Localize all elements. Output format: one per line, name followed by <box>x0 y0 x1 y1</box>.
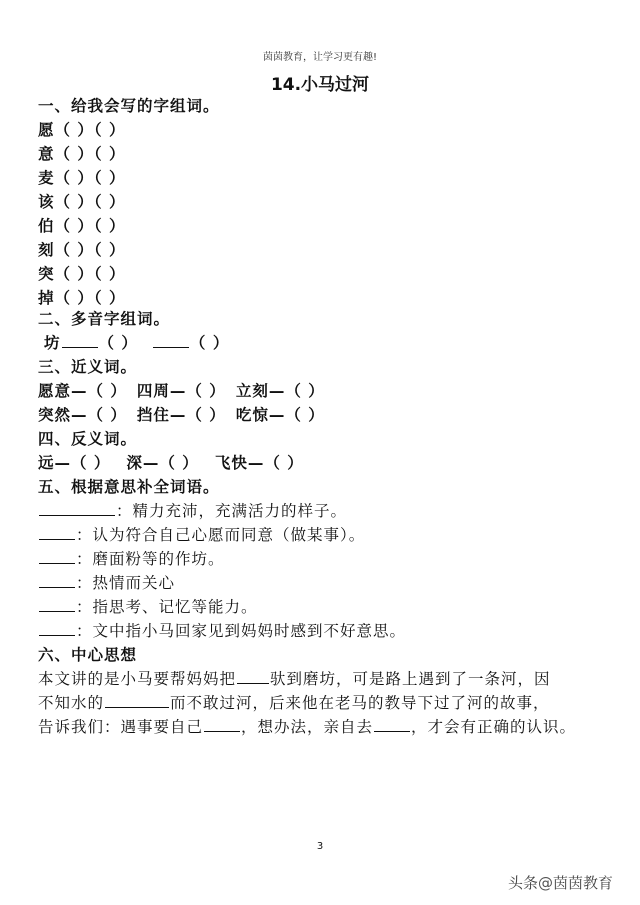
antonym-row <box>38 453 304 473</box>
summary-text: 不知水的 <box>38 694 105 712</box>
blank-line[interactable] <box>204 717 240 732</box>
page-number: 3 <box>316 841 324 852</box>
section-4-heading: 四、反义词。 <box>38 430 138 448</box>
paren-blank[interactable]: （ ）（ ） <box>54 169 126 187</box>
watermark <box>508 872 613 893</box>
section-5-heading: 五、根据意思补全词语。 <box>38 478 220 496</box>
definition-item <box>38 597 258 617</box>
definition-text: ：指思考、记忆等能力。 <box>76 598 258 616</box>
page-title: 14.小马过河 <box>270 75 370 95</box>
word-group-row <box>38 216 126 236</box>
definition-text: ：认为符合自己心愿而同意（做某事）。 <box>76 526 366 544</box>
synonym-item: 立刻—（ ） <box>235 382 325 400</box>
synonym-item: 四周—（ ） <box>136 382 226 400</box>
word-char: 掉 <box>38 289 55 307</box>
paren-blank[interactable]: （ ）（ ） <box>54 265 126 283</box>
summary-text: ，才会有正确的认识。 <box>411 718 577 736</box>
synonym-item: 挡住—（ ） <box>136 406 226 424</box>
definition-item <box>38 573 175 593</box>
summary-text: 而不敢过河，后来他在老马的教导下过了河的故事， <box>170 694 550 712</box>
polyphone-row <box>44 333 229 353</box>
word-char: 意 <box>38 145 55 163</box>
summary-text: 告诉我们：遇事要自己 <box>38 718 204 736</box>
antonym-item: 深—（ ） <box>126 454 199 472</box>
section-6-heading: 六、中心思想 <box>38 646 138 664</box>
definition-item <box>38 621 406 641</box>
paren-blank: （ ） <box>98 334 138 352</box>
paren-blank[interactable]: （ ）（ ） <box>54 241 126 259</box>
summary-line-3 <box>38 717 576 737</box>
definition-text: ：精力充沛，充满活力的样子。 <box>116 502 348 520</box>
summary-line-1 <box>38 669 551 689</box>
blank-line[interactable] <box>39 597 75 612</box>
summary-line-2 <box>38 693 550 713</box>
word-char: 突 <box>38 265 55 283</box>
synonym-item: 突然—（ ） <box>38 406 127 424</box>
word-group-row <box>38 120 126 140</box>
paren-blank: （ ） <box>189 334 230 352</box>
section-1-heading: 一、给我会写的字组词。 <box>38 97 220 115</box>
blank-line[interactable] <box>237 669 269 684</box>
summary-text: 本文讲的是小马要帮妈妈把 <box>38 670 237 688</box>
definition-text: ：文中指小马回家见到妈妈时感到不好意思。 <box>76 622 407 640</box>
watermark-name: 茵茵教育 <box>553 874 614 892</box>
synonym-row-1 <box>38 381 325 401</box>
synonym-item: 愿意—（ ） <box>38 382 127 400</box>
word-group-row <box>38 264 126 284</box>
word-group-row <box>38 144 126 164</box>
summary-text: ，想办法，亲自去 <box>241 718 374 736</box>
paren-blank[interactable]: （ ）（ ） <box>54 121 126 139</box>
word-group-row <box>38 192 126 212</box>
summary-text: 驮到磨坊，可是路上遇到了一条河，因 <box>270 670 551 688</box>
blank-line[interactable] <box>374 717 410 732</box>
blank-line[interactable] <box>39 501 115 516</box>
definition-item <box>38 549 225 569</box>
word-char: 愿 <box>38 121 55 139</box>
section-2-heading: 二、多音字组词。 <box>38 310 171 328</box>
blank-line[interactable] <box>39 573 75 588</box>
blank-line[interactable] <box>62 333 98 348</box>
antonym-item: 远—（ ） <box>38 454 111 472</box>
blank-line[interactable] <box>39 525 75 540</box>
synonym-item: 吃惊—（ ） <box>235 406 325 424</box>
blank-line[interactable] <box>39 549 75 564</box>
polyphone-char: 坊 <box>44 334 61 352</box>
paren-blank[interactable]: （ ）（ ） <box>54 289 126 307</box>
paren-blank[interactable]: （ ）（ ） <box>54 193 126 211</box>
blank-line[interactable] <box>39 621 75 636</box>
page-header: 茵茵教育，让学习更有趣! <box>262 52 377 63</box>
definition-text: ：磨面粉等的作坊。 <box>76 550 225 568</box>
section-3-heading: 三、近义词。 <box>38 358 138 376</box>
antonym-item: 飞快—（ ） <box>214 454 304 472</box>
paren-blank[interactable]: （ ）（ ） <box>54 217 126 235</box>
word-group-row <box>38 168 126 188</box>
blank-line[interactable] <box>153 333 189 348</box>
word-char: 该 <box>38 193 55 211</box>
paren-blank[interactable]: （ ）（ ） <box>54 145 126 163</box>
synonym-row-2 <box>38 405 325 425</box>
blank-line[interactable] <box>105 693 169 708</box>
word-char: 伯 <box>38 217 55 235</box>
watermark-at: @ <box>538 874 554 892</box>
word-char: 刻 <box>38 241 55 259</box>
definition-text: ：热情而关心 <box>76 574 176 592</box>
definition-item <box>38 525 365 545</box>
word-group-row <box>38 288 126 308</box>
definition-item <box>38 501 347 521</box>
word-char: 麦 <box>38 169 55 187</box>
watermark-prefix: 头条 <box>508 874 539 892</box>
word-group-row <box>38 240 126 260</box>
